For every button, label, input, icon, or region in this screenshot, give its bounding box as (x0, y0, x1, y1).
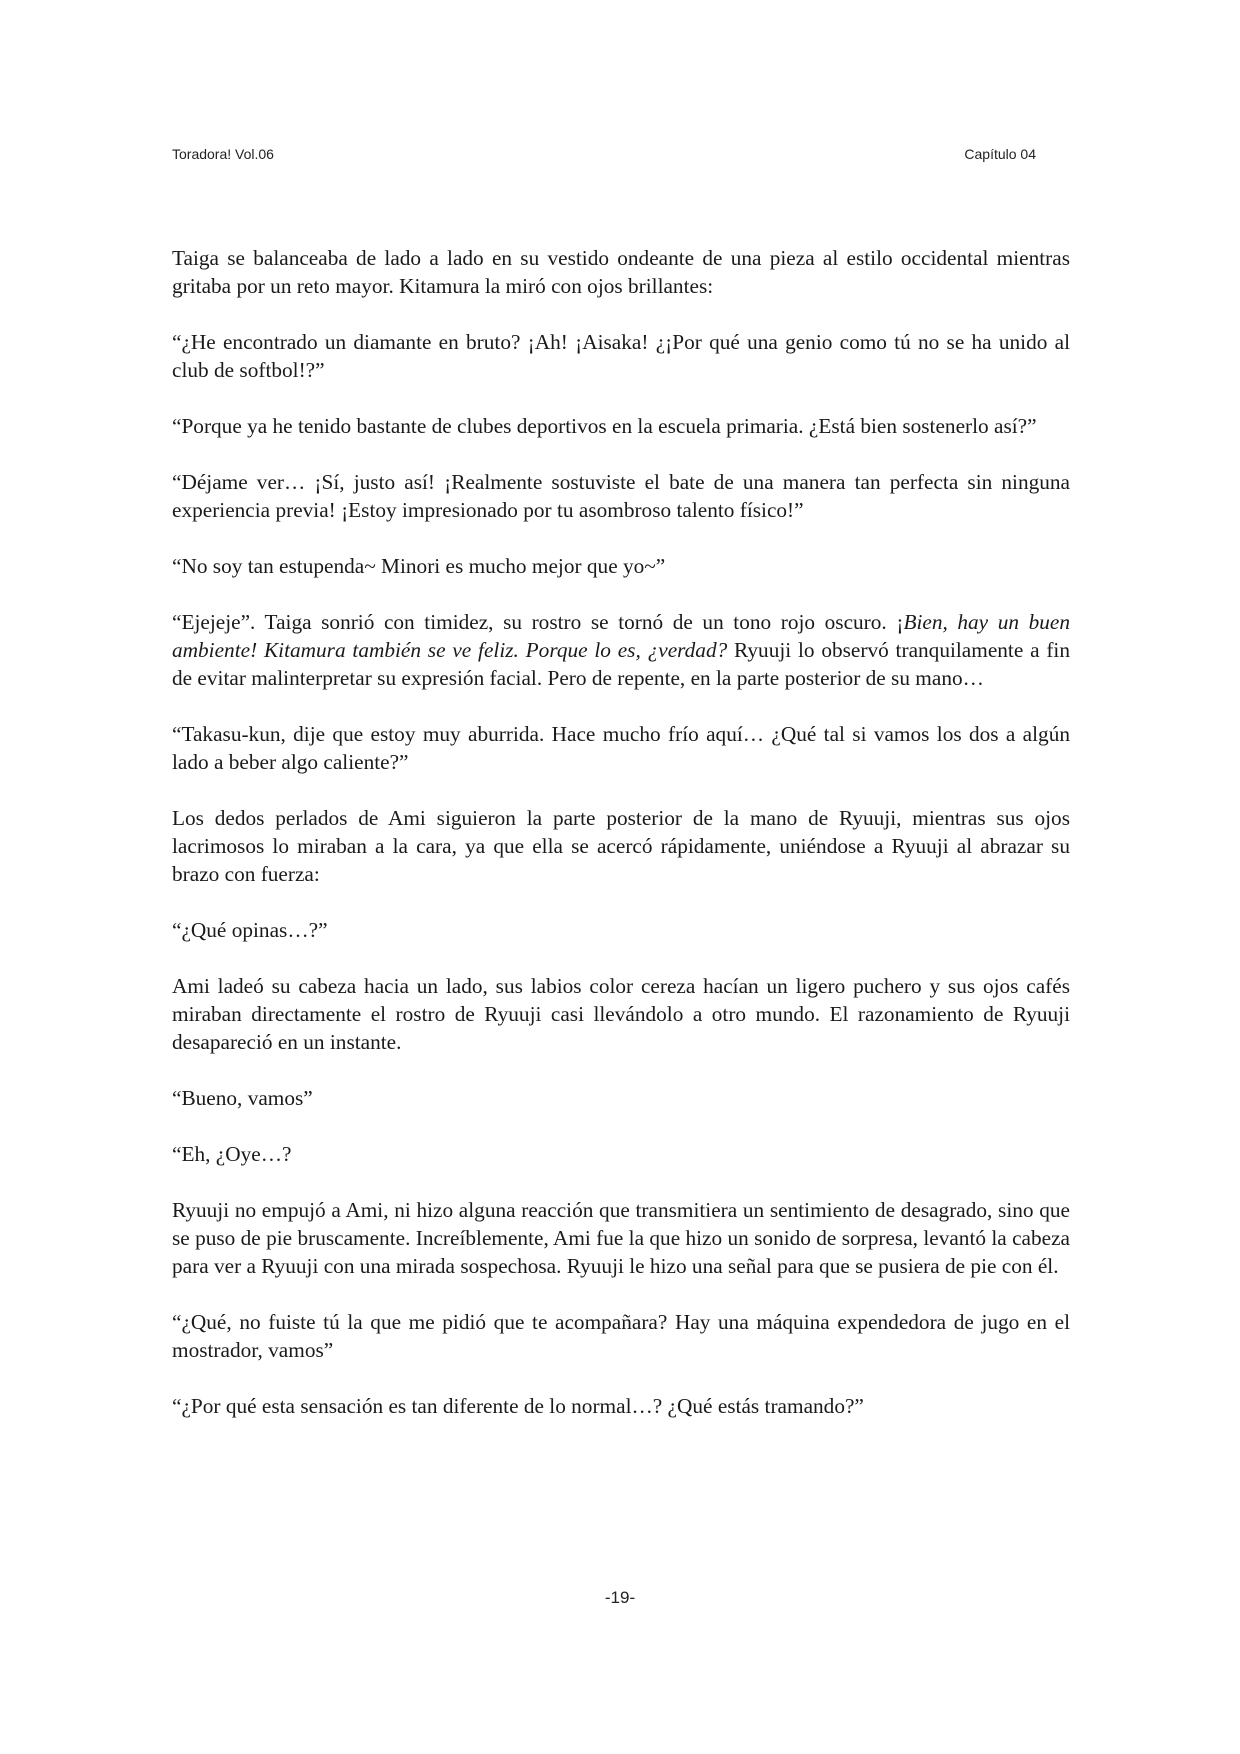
paragraph: Taiga se balanceaba de lado a lado en su vestido ondeante de una pieza al estilo occidental mientras gritaba por un reto mayor. Kitamura la miró con ojos brillantes: (172, 246, 1070, 298)
paragraph: “Takasu-kun, dije que estoy muy aburrida. Hace mucho frío aquí… ¿Qué tal si vamos los dos a algún lado a beber algo caliente?” (172, 722, 1070, 774)
paragraph: “Eh, ¿Oye…? (172, 1142, 292, 1166)
page-body (172, 244, 1070, 1448)
paragraph: Ryuuji no empujó a Ami, ni hizo alguna reacción que transmitiera un sentimiento de desagrado, sino que se puso de pie bruscamente. Increíblemente, Ami fue la que hizo un sonido de sorpresa, levantó la cabeza para ver a Ryuuji con una mirada sospechosa. Ryuuji le hizo una señal para que se pusiera de pie con él. (172, 1198, 1070, 1278)
book-title: Toradora! Vol.06 (172, 146, 274, 162)
paragraph: Los dedos perlados de Ami siguieron la parte posterior de la mano de Ryuuji, mientras sus ojos lacrimosos lo miraban a la cara, ya que ella se acercó rápidamente, uniéndose a Ryuuji al abrazar su brazo con fuerza: (172, 806, 1070, 886)
page-footer (0, 1588, 1240, 1608)
paragraph: “¿Qué, no fuiste tú la que me pidió que te acompañara? Hay una máquina expendedora de jugo en el mostrador, vamos” (172, 1310, 1070, 1362)
page-number: -19- (604, 1588, 636, 1607)
chapter-label: Capítulo 04 (964, 146, 1036, 162)
paragraph: “Porque ya he tenido bastante de clubes deportivos en la escuela primaria. ¿Está bien sostenerlo así?” (172, 414, 1037, 438)
paragraph: “¿Qué opinas…?” (172, 918, 328, 942)
paragraph-text: Ryuuji lo observó tranquilamente a fin de evitar malinterpretar su expresión facial. Pero de repente, en la parte posterior de su mano… (172, 638, 1070, 690)
paragraph: “Bueno, vamos” (172, 1086, 313, 1110)
paragraph-mixed (172, 608, 1070, 692)
paragraph: “¿Por qué esta sensación es tan diferente de lo normal…? ¿Qué estás tramando?” (172, 1394, 864, 1418)
paragraph-text: “Ejejeje”. Taiga sonrió con timidez, su rostro se tornó de un tono rojo oscuro. ¡ (172, 610, 904, 634)
paragraph: “No soy tan estupenda~ Minori es mucho mejor que yo~” (172, 554, 666, 578)
paragraph: “¿He encontrado un diamante en bruto? ¡Ah! ¡Aisaka! ¿¡Por qué una genio como tú no se ha unido al club de softbol!?” (172, 330, 1070, 382)
paragraph: “Déjame ver… ¡Sí, justo así! ¡Realmente sostuviste el bate de una manera tan perfecta sin ninguna experiencia previa! ¡Estoy impresionado por tu asombroso talento físico!” (172, 470, 1070, 522)
page-header (172, 146, 1036, 168)
italic-thought: Bien, hay un buen ambiente! Kitamura también se ve feliz. Porque lo es, ¿verdad? (172, 610, 1070, 662)
paragraph: Ami ladeó su cabeza hacia un lado, sus labios color cereza hacían un ligero puchero y sus ojos cafés miraban directamente el rostro de Ryuuji casi llevándolo a otro mundo. El razonamiento de Ryuuji desapareció en un instante. (172, 974, 1070, 1054)
